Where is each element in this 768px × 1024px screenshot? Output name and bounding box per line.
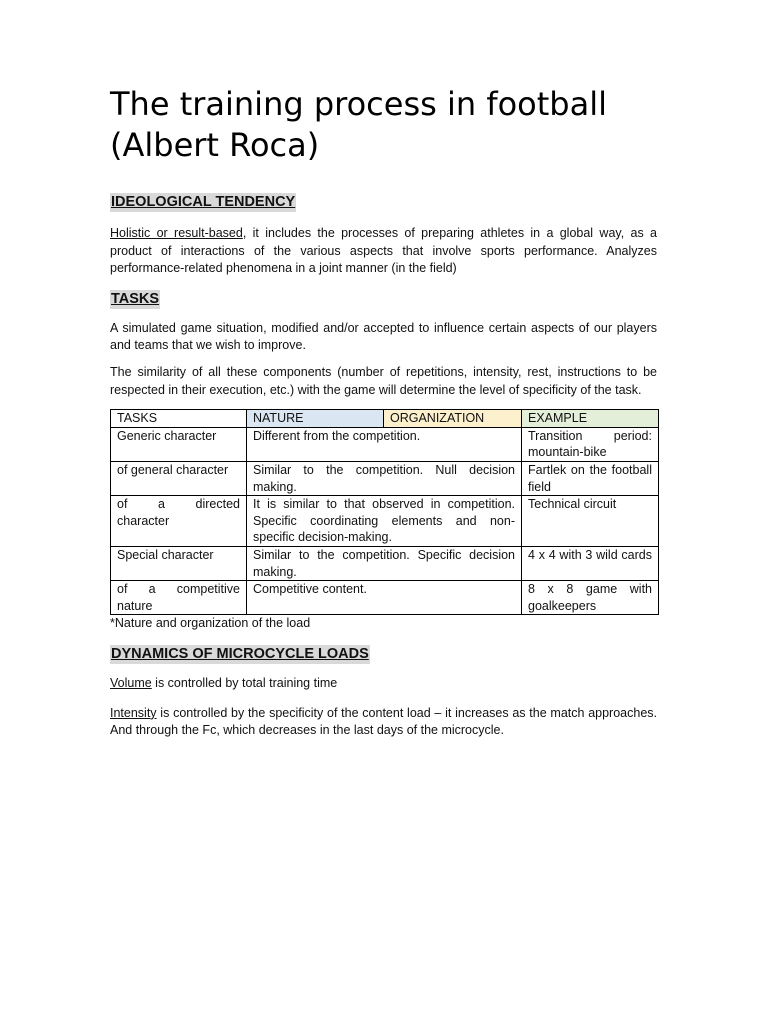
cell-task: of a directed character [111, 496, 247, 547]
table-footnote: *Nature and organization of the load [110, 616, 311, 631]
tasks-paragraph-1: A simulated game situation, modified and/or accepted to influence certain aspects of our players and teams that we wish to improve. [110, 320, 657, 353]
page-title [110, 84, 657, 166]
table-row [111, 581, 659, 615]
cell-task: of a competitive nature [111, 581, 247, 615]
cell-nature: Different from the competition. [247, 427, 522, 461]
title-line-1: The training process in football [110, 85, 607, 123]
header-nature: NATURE [247, 410, 384, 428]
ideological-lead: Holistic or result-based [110, 226, 243, 240]
volume-paragraph [110, 675, 657, 693]
cell-nature: Similar to the competition. Null decision making. [247, 461, 522, 495]
ideological-text: , it includes the processes of preparing athletes in a global way, as a product of interactions of the various aspects that involve sports performance. Analyzes performance-related phenomena in a joint manner (in the field) [110, 226, 657, 276]
ideological-paragraph [110, 225, 657, 278]
cell-nature: It is similar to that observed in competition. Specific coordinating elements and non-specific decision-making. [247, 496, 522, 547]
intensity-paragraph [110, 705, 657, 740]
cell-task: of general character [111, 461, 247, 495]
header-example: EXAMPLE [522, 410, 659, 428]
section-heading-tasks: TASKS [111, 290, 160, 307]
table-row [111, 546, 659, 580]
cell-example: 8 x 8 game with goalkeepers [522, 581, 659, 615]
table-row [111, 427, 659, 461]
cell-nature: Competitive content. [247, 581, 522, 615]
cell-example: Fartlek on the football field [522, 461, 659, 495]
intensity-lead: Intensity [110, 705, 157, 720]
table-row [111, 461, 659, 495]
cell-task: Special character [111, 546, 247, 580]
title-line-2: (Albert Roca) [110, 126, 320, 164]
header-organization: ORGANIZATION [384, 410, 522, 428]
volume-lead: Volume [110, 676, 152, 691]
table-header-row [111, 410, 659, 428]
intensity-text: is controlled by the specificity of the content load – it increases as the match approaches. And through the Fc, which decreases in the last days of the microcycle. [110, 705, 657, 738]
section-heading-dynamics: DYNAMICS OF MICROCYCLE LOADS [111, 646, 369, 663]
table-row [111, 496, 659, 547]
cell-task: Generic character [111, 427, 247, 461]
cell-example: Technical circuit [522, 496, 659, 547]
tasks-paragraph-2: The similarity of all these components (number of repetitions, intensity, rest, instructions to be respected in their execution, etc.) with the game will determine the level of specificity of the task. [110, 364, 657, 397]
section-heading-ideological: IDEOLOGICAL TENDENCY [111, 194, 296, 210]
tasks-table [110, 409, 659, 615]
cell-example: 4 x 4 with 3 wild cards [522, 546, 659, 580]
document-content [110, 84, 657, 740]
cell-nature: Similar to the competition. Specific decision making. [247, 546, 522, 580]
volume-text: is controlled by total training time [151, 676, 338, 691]
header-tasks: TASKS [111, 410, 247, 428]
cell-example: Transition period: mountain-bike [522, 427, 659, 461]
